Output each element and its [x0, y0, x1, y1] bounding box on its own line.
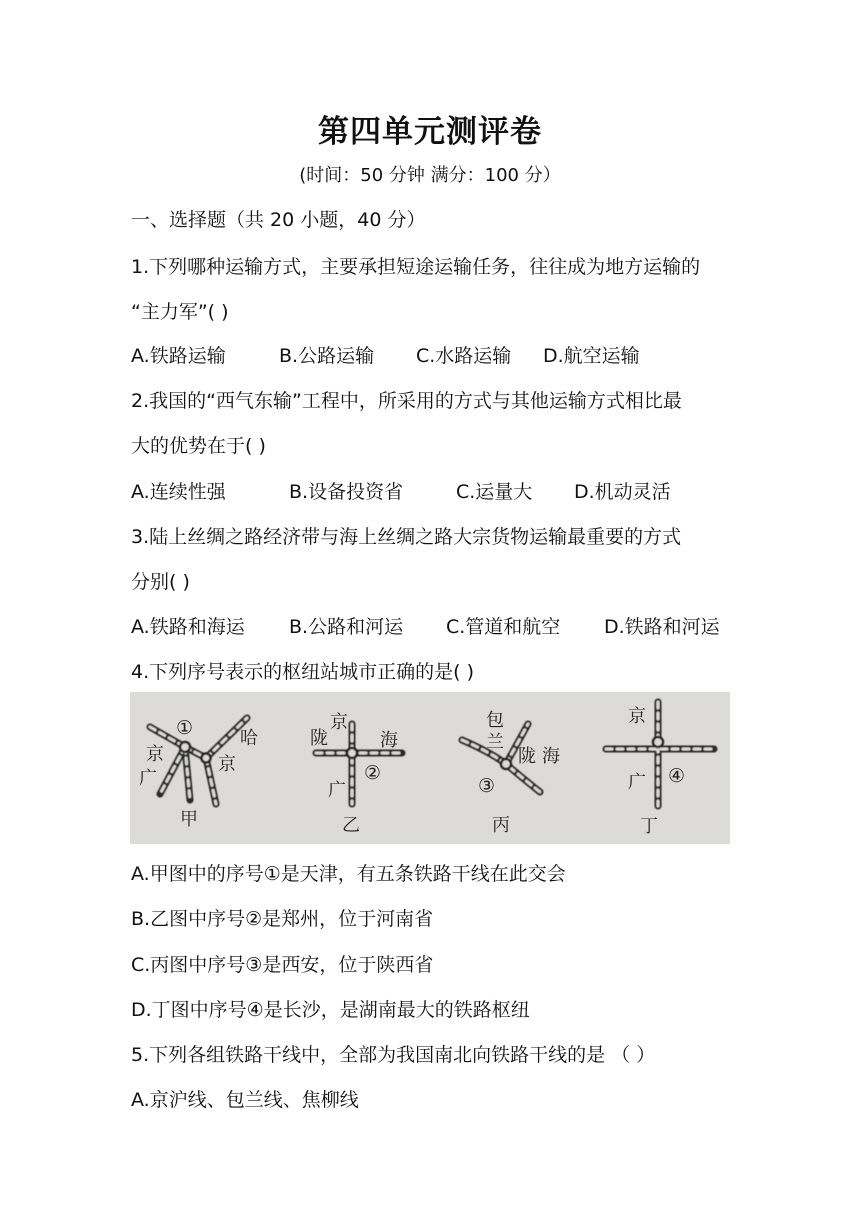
jia-marker: ①: [176, 717, 194, 739]
bing-label-hai: 海: [542, 746, 560, 767]
bing-label-long: 陇: [518, 746, 536, 767]
question-1-option-b[interactable]: B.公路运输: [279, 345, 375, 367]
question-3-line-1: 3.陆上丝绸之路经济带与海上丝绸之路大宗货物运输最重要的方式: [131, 526, 682, 548]
yi-caption: 乙: [342, 815, 360, 836]
jia-label-jing-right: 京: [218, 754, 236, 775]
jia-caption: 甲: [180, 809, 198, 830]
jia-label-guang: 广: [139, 768, 157, 789]
page-title: 第四单元测评卷: [318, 114, 542, 150]
yi-label-long: 陇: [310, 728, 328, 749]
ding-label-jing: 京: [628, 706, 646, 727]
question-4-option-a[interactable]: A.甲图中的序号①是天津，有五条铁路干线在此交会: [131, 863, 566, 885]
railway-hub-figure: [130, 692, 730, 844]
exam-subtitle: (时间：50 分钟 满分：100 分）: [299, 165, 561, 186]
question-3-option-c[interactable]: C.管道和航空: [446, 616, 561, 638]
question-3-option-d[interactable]: D.铁路和河运: [604, 616, 720, 638]
question-2-option-a[interactable]: A.连续性强: [131, 481, 226, 503]
yi-label-jing: 京: [330, 712, 348, 733]
yi-label-guang: 广: [328, 780, 346, 801]
question-2-option-b[interactable]: B.设备投资省: [289, 481, 404, 503]
bing-label-bao: 包: [486, 710, 504, 731]
question-2-line-1: 2.我国的“西气东输”工程中，所采用的方式与其他运输方式相比最: [131, 390, 682, 412]
question-4-line-1: 4.下列序号表示的枢纽站城市正确的是( ): [131, 661, 474, 683]
question-3-line-2: 分别( ): [131, 571, 190, 593]
question-5-option-a[interactable]: A.京沪线、包兰线、焦柳线: [131, 1089, 359, 1111]
yi-label-hai: 海: [380, 730, 398, 751]
jia-label-jing-left: 京: [146, 744, 164, 765]
ding-marker: ④: [668, 765, 686, 787]
jia-label-ha: 哈: [240, 728, 258, 749]
question-1-line-1: 1.下列哪种运输方式，主要承担短途运输任务，往往成为地方运输的: [131, 256, 701, 278]
question-1-option-a[interactable]: A.铁路运输: [131, 345, 226, 367]
question-2-option-d[interactable]: D.机动灵活: [574, 481, 671, 503]
question-1-option-d[interactable]: D.航空运输: [543, 345, 640, 367]
question-4-option-d[interactable]: D.丁图中序号④是长沙，是湖南最大的铁路枢纽: [131, 999, 530, 1021]
ding-caption: 丁: [640, 816, 658, 837]
bing-marker: ③: [478, 775, 496, 797]
question-4-option-b[interactable]: B.乙图中序号②是郑州，位于河南省: [131, 908, 434, 930]
question-3-option-a[interactable]: A.铁路和海运: [131, 616, 245, 638]
question-1-line-2: “主力军”( ): [131, 301, 229, 323]
ding-label-guang: 广: [628, 772, 646, 793]
question-2-option-c[interactable]: C.运量大: [456, 481, 533, 503]
railway-hub-diagrams: [130, 692, 730, 844]
question-1-option-c[interactable]: C.水路运输: [416, 345, 512, 367]
question-2-line-2: 大的优势在于( ): [131, 435, 266, 457]
question-5-line-1: 5.下列各组铁路干线中，全部为我国南北向铁路干线的是 （ ）: [131, 1044, 656, 1066]
bing-label-lan: 兰: [486, 732, 504, 753]
yi-marker: ②: [364, 762, 382, 784]
question-3-option-b[interactable]: B.公路和河运: [289, 616, 404, 638]
bing-caption: 丙: [492, 815, 510, 836]
question-4-option-c[interactable]: C.丙图中序号③是西安，位于陕西省: [131, 954, 434, 976]
section-heading: 一、选择题（共 20 小题，40 分）: [131, 209, 426, 231]
